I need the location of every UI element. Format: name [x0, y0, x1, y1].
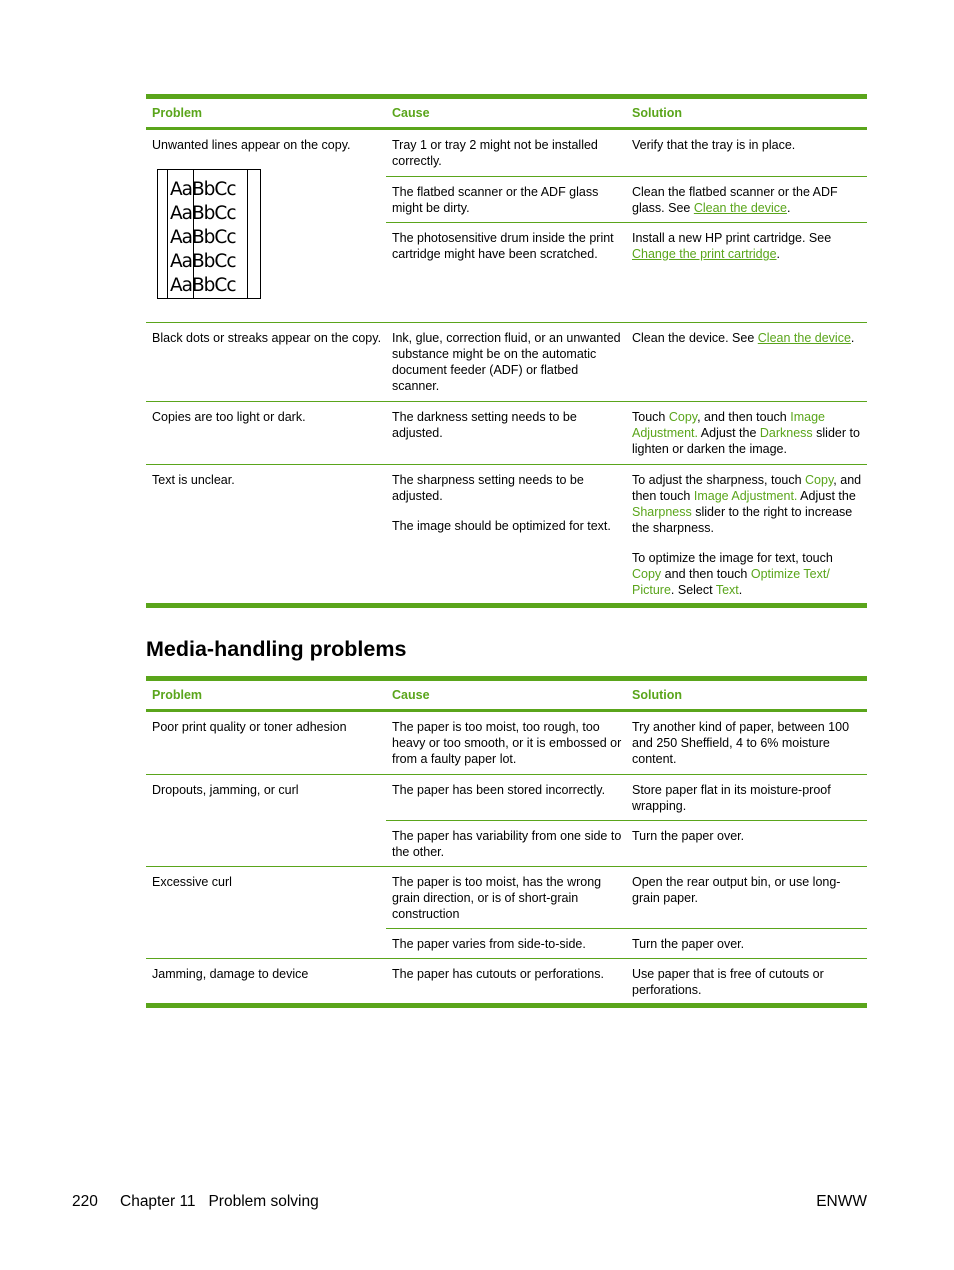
solution-cell: Open the rear output bin, or use long-grain paper.	[632, 875, 841, 905]
chapter-label: Chapter 11 Problem solving	[120, 1193, 319, 1210]
sub-row	[386, 176, 867, 222]
solution-cell: Install a new HP print cartridge. See Change the print cartridge.	[632, 231, 832, 261]
table-row	[146, 402, 867, 465]
sub-row	[386, 222, 867, 322]
table-header	[146, 681, 867, 712]
sub-rows	[386, 867, 867, 958]
cause-cell: The paper has been stored incorrectly.	[392, 783, 606, 797]
clean-device-link[interactable]: Clean the device	[757, 331, 851, 345]
problem-cell: Text is unclear.	[152, 473, 235, 487]
cause-text: The sharpness setting needs to be adjusted.	[392, 473, 584, 503]
problem-cell	[146, 130, 386, 321]
problem-cell: Excessive curl	[152, 875, 232, 889]
solution-cell: Touch Copy, and then touch Image Adjustment. Adjust the Darkness slider to lighten or darken the image.	[632, 410, 860, 456]
sample-text: AaBbCc	[170, 179, 236, 200]
footer-right-label: ENWW	[816, 1193, 867, 1210]
sample-text: AaBbCc	[170, 203, 236, 224]
print-problems-table	[146, 94, 867, 608]
sub-row	[386, 928, 867, 958]
cause-cell: The paper has cutouts or perforations.	[392, 967, 604, 981]
problem-cell: Dropouts, jamming, or curl	[152, 783, 299, 797]
table-header	[146, 99, 867, 130]
cause-cell	[386, 465, 626, 603]
sample-text: AaBbCc	[170, 227, 236, 248]
table-row	[146, 775, 867, 867]
cause-cell: The photosensitive drum inside the print cartridge might have been scratched.	[392, 231, 614, 261]
page-number: 220	[72, 1193, 98, 1210]
cause-cell: The paper varies from side-to-side.	[392, 937, 586, 951]
solution-cell: Store paper flat in its moisture-proof wrapping.	[632, 783, 831, 813]
solution-cell: Clean the flatbed scanner or the ADF glass. See Clean the device.	[632, 185, 838, 215]
table-row	[146, 465, 867, 603]
media-handling-table	[146, 676, 867, 1008]
cause-cell: Ink, glue, correction fluid, or an unwanted substance might be on the automatic document feeder (ADF) or flatbed scanner.	[392, 331, 621, 393]
cause-cell: The paper is too moist, has the wrong grain direction, or is of short-grain construction	[392, 875, 602, 921]
solution-cell: Verify that the tray is in place.	[632, 138, 796, 152]
cause-cell: The paper has variability from one side to the other.	[392, 829, 622, 859]
header-cause: Cause	[392, 106, 430, 120]
table-row	[146, 959, 867, 1003]
cause-cell: The flatbed scanner or the ADF glass might be dirty.	[392, 185, 599, 215]
problem-cell: Copies are too light or dark.	[152, 410, 306, 424]
unwanted-lines-sample-image	[157, 169, 261, 299]
cause-cell: Tray 1 or tray 2 might not be installed correctly.	[392, 138, 598, 168]
table-bottom-rule	[146, 1003, 867, 1008]
header-solution: Solution	[632, 688, 682, 702]
sample-text: AaBbCc	[170, 251, 236, 272]
section-title: Media-handling problems	[146, 637, 407, 661]
header-problem: Problem	[152, 106, 203, 120]
sub-rows	[386, 775, 867, 866]
sub-rows	[386, 130, 867, 322]
change-cartridge-link[interactable]: Change the print cartridge	[632, 247, 777, 261]
solution-cell	[626, 465, 867, 603]
sub-row	[386, 775, 867, 820]
cause-text: The image should be optimized for text.	[392, 519, 611, 533]
cause-cell: The darkness setting needs to be adjusted.	[392, 410, 577, 440]
sub-row	[386, 820, 867, 866]
solution-cell: Use paper that is free of cutouts or perforations.	[632, 967, 824, 997]
header-problem: Problem	[152, 688, 203, 702]
sub-row	[386, 867, 867, 928]
clean-device-link[interactable]: Clean the device	[693, 201, 787, 215]
solution-cell: Try another kind of paper, between 100 and 250 Sheffield, 4 to 6% moisture content.	[632, 720, 850, 766]
table-bottom-rule	[146, 603, 867, 608]
solution-cell: Turn the paper over.	[632, 829, 745, 843]
cause-cell: The paper is too moist, too rough, too heavy or too smooth, or it is embossed or from a faulty paper lot.	[392, 720, 622, 766]
table-row	[146, 712, 867, 775]
problem-cell: Black dots or streaks appear on the copy.	[152, 331, 382, 345]
solution-text: To adjust the sharpness, touch Copy, and then touch Image Adjustment. Adjust the Sharpness slider to the right to increase the sharpness.	[632, 473, 862, 535]
header-cause: Cause	[392, 688, 430, 702]
solution-cell: Clean the device. See Clean the device.	[632, 331, 855, 345]
sub-row	[386, 130, 867, 176]
table-row	[146, 323, 867, 402]
solution-cell: Turn the paper over.	[632, 937, 745, 951]
problem-text: Unwanted lines appear on the copy.	[152, 138, 351, 152]
solution-text: To optimize the image for text, touch Copy and then touch Optimize Text/ Picture. Select Text.	[632, 551, 833, 597]
problem-cell: Jamming, damage to device	[152, 967, 309, 981]
sample-text: AaBbCc	[170, 275, 236, 296]
table-row	[146, 130, 867, 323]
table-row	[146, 867, 867, 959]
problem-cell: Poor print quality or toner adhesion	[152, 720, 347, 734]
header-solution: Solution	[632, 106, 682, 120]
